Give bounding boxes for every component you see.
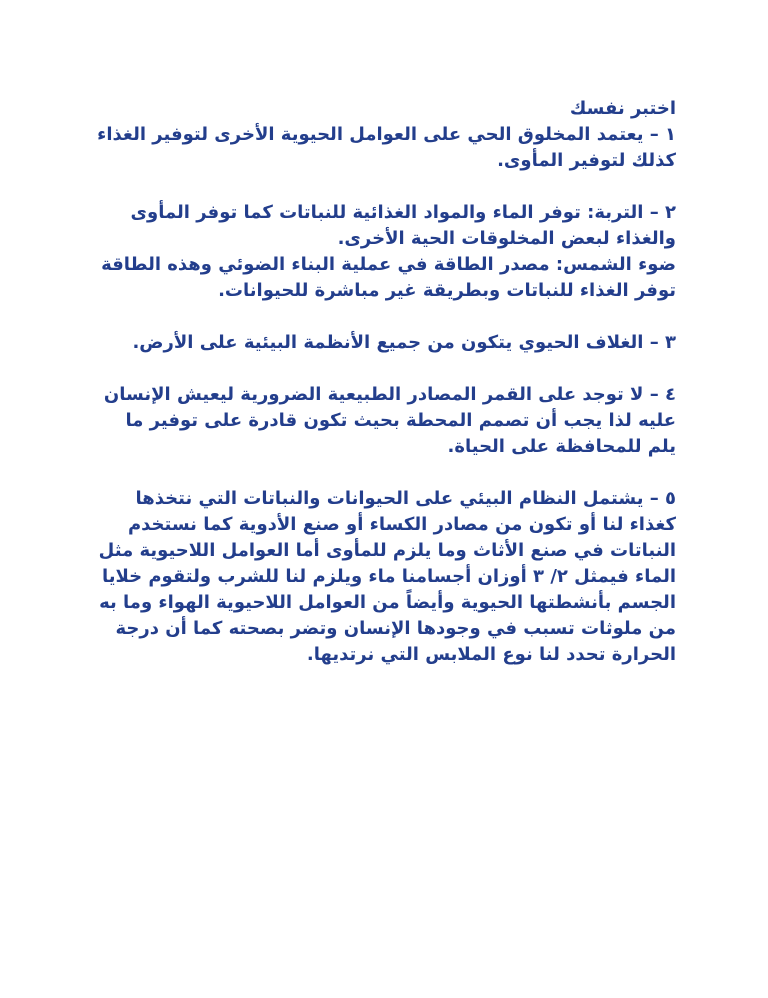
answer-1: ١ – يعتمد المخلوق الحي على العوامل الحيوية الأخرى لتوفير الغذاء كذلك لتوفير المأوى.	[97, 124, 676, 171]
answer-3: ٣ – الغلاف الحيوي يتكون من جميع الأنظمة البيئية على الأرض.	[132, 332, 676, 353]
paragraph-gap	[92, 304, 676, 330]
paragraph-gap	[92, 174, 676, 200]
paragraph-gap	[92, 356, 676, 382]
answer-5: ٥ – يشتمل النظام البيئي على الحيوانات والنباتات التي نتخذها كغذاء لنا أو تكون من مصادر الكساء أو صنع الأدوية كما نستخدم النباتات في صنع الأثاث وما يلزم للمأوى أما العوامل اللاحيوية مثل الماء فيمثل ٢/ ٣ أوزان أجسامنا ماء ويلزم لنا للشرب ولتقوم خلايا الجسم بأنشطتها الحيوية وأيضاً من العوامل اللاحيوية الهواء وما به من ملوثات تسبب في وجودها الإنسان وتضر بصحته كما أن درجة الحرارة تحدد لنا نوع الملابس التي نرتديها.	[98, 488, 676, 665]
document-heading: اختبر نفسك	[569, 98, 676, 119]
answer-4: ٤ – لا توجد على القمر المصادر الطبيعية الضرورية ليعيش الإنسان عليه لذا يجب أن تصمم المحطة بحيث تكون قادرة على توفير ما يلم للمحافظة على الحياة.	[103, 384, 676, 457]
answer-2-sunlight: ضوء الشمس: مصدر الطاقة في عملية البناء الضوئي وهذه الطاقة توفر الغذاء للنباتات وبطريقة غير مباشرة للحيوانات.	[101, 254, 676, 301]
document-body	[92, 96, 676, 668]
answer-2: ٢ – التربة: توفر الماء والمواد الغذائية للنباتات كما توفر المأوى والغذاء لبعض المخلوقات الحية الأخرى.	[130, 202, 676, 249]
paragraph-gap	[92, 460, 676, 486]
